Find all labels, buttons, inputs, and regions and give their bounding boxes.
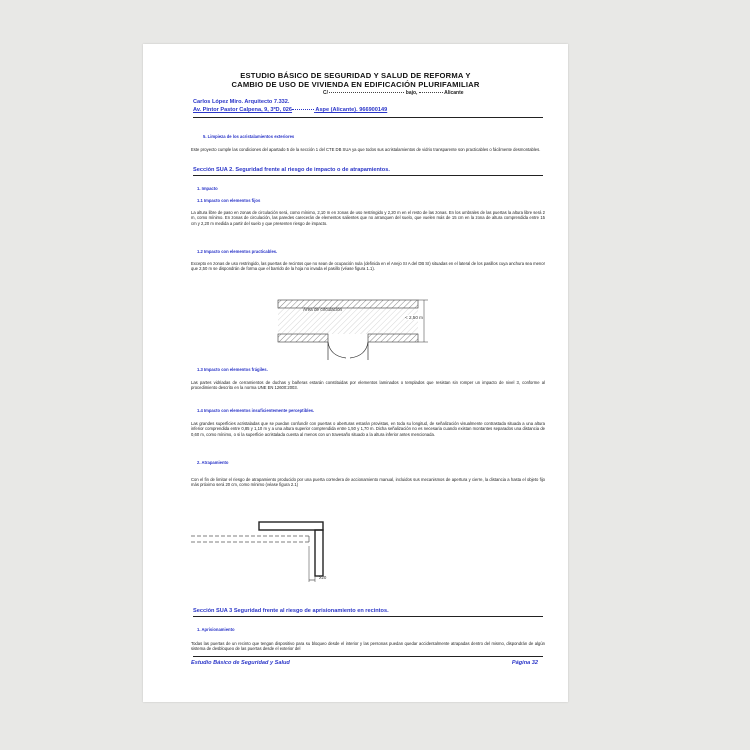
wall-bottom-left <box>278 334 328 342</box>
paragraph-elementos-fijos: La altura libre de paso en zonas de circulación será, como mínimo, 2,10 m en zonas de uso restringido y 2,20 m en el resto de las zonas. En los umbrales de las puertas la altura libre será 2 m, como mínimo. En zonas de circulación, las paredes carecerán de elementos salientes que no arranquen del suelo, que vuelen más de 15 cm en la zona de altura comprendida entre 15 cm y 2,20 m medida a partir del suelo y que presenten riesgo de impacto. <box>191 210 545 226</box>
figure-1-1-label: Área de circulación <box>303 307 343 312</box>
author-name: Carlos López Miro. Arquitecto 7.332. <box>193 99 290 105</box>
heading-fragiles: 1.3 Impacto con elementos frágiles. <box>197 367 268 372</box>
section-sua3-title: Sección SUA 3 Seguridad frente al riesgo de aprisionamiento en recintos. <box>193 608 389 614</box>
title-line-1: ESTUDIO BÁSICO DE SEGURIDAD Y SALUD DE REFORMA Y <box>240 71 471 80</box>
section-sua3-rule <box>193 616 543 617</box>
fixed-wall-side <box>315 530 323 576</box>
heading-limpieza: 5. Limpieza de los acristalamientos exteriores <box>203 134 295 139</box>
address-blank <box>329 92 404 93</box>
author-address-blank <box>292 109 314 110</box>
door-swing-left <box>328 342 346 358</box>
author-address <box>193 107 387 114</box>
author-address-end: Aspe (Alicante). 966900149 <box>315 107 388 113</box>
wall-top <box>278 300 418 308</box>
heading-aprisionamiento: 1. Aprisionamiento <box>197 627 235 632</box>
author-address-start: Av. Pintor Pastor Calpena, 9, 3ºD, 026 <box>193 107 293 113</box>
address-line <box>323 90 464 96</box>
paragraph-practicables: Excepto en zonas de uso restringido, las puertas de recintos que no sean de ocupación nula (definida en el Anejo SI A del DB SI) situadas en el lateral de los pasillos cuya anchura sea menor que 2,50 m se dispondrán de forma que el barrido de la hoja no invada el pasillo (véase figura 1.1). <box>191 261 545 272</box>
section-sua2-title: Sección SUA 2. Seguridad frente al riesgo de impacto o de atrapamientos. <box>193 167 390 173</box>
door-swing-right <box>350 342 368 358</box>
title-line-2: CAMBIO DE USO DE VIVIENDA EN EDIFICACIÓN PLURIFAMILIAR <box>231 80 480 89</box>
fixed-wall-top <box>259 522 323 530</box>
figure-1-1-dimension: < 2,50 m <box>405 315 424 320</box>
page-number: Página 32 <box>511 660 538 666</box>
paragraph-insuficientemente-perceptibles: Las grandes superficies acristaladas que se puedan confundir con puertas o aberturas estarán provistas, en toda su longitud, de señalización visualmente contrastada situada a una altura inferior comprendida entre 0,85 y 1,10 m y a una altura superior comprendida entre 1,50 y 1,70 m. Dicha señalización no es necesaria cuando existan montantes separados una distancia de 0,60 m, como mínimo, o si la superficie acristalada cuenta al menos con un travesaño situado a la altura inferior antes mencionada. <box>191 421 545 437</box>
figure-2-1-sliding-door <box>191 518 401 588</box>
paragraph-fragiles: Las partes vidriadas de cerramientos de duchas y bañeras estarán constituidas por elementos laminados o templados que resistan sin romper un impacto de nivel 3, conforme al procedimiento descrito en la norma UNE EN 12600:2003. <box>191 380 545 391</box>
address-floor: bajo, <box>405 90 418 96</box>
address-prefix: C/ <box>323 90 328 96</box>
address-city: Alicante <box>444 90 464 96</box>
heading-impacto: 1. Impacto <box>197 186 218 191</box>
heading-insuficientemente-perceptibles: 1.4 Impacto con elementos insuficientemente perceptibles. <box>197 408 315 413</box>
heading-atrapamiento: 2. Atrapamiento <box>197 460 229 465</box>
footer-title: Estudio Básico de Seguridad y Salud <box>191 660 290 666</box>
figure-1-1-corridor <box>268 296 438 366</box>
address-blank-2 <box>419 92 443 93</box>
paragraph-atrapamiento: Con el fin de limitar el riesgo de atrapamiento producido por una puerta corredera de accionamiento manual, incluidos sus mecanismos de apertura y cierre, la distancia a hasta el objeto fijo más próximo será 20 cm, como mínimo (véase figura 2.1) <box>191 477 545 488</box>
heading-elementos-fijos: 1.1 Impacto con elementos fijos <box>197 198 261 203</box>
circulation-area <box>278 308 418 334</box>
section-sua2-rule <box>193 175 543 176</box>
heading-practicables: 1.2 Impacto con elementos practicables. <box>197 249 278 254</box>
wall-bottom-right <box>368 334 418 342</box>
paragraph-limpieza: Este proyecto cumple las condiciones del apartado 5 de la sección 1 del CTE DB SUA ya que todos sus acristalamientos de vidrio transparente son practicables o fácilmente desmontables. <box>191 147 541 152</box>
figure-2-1-dimension: ≥20 <box>319 575 327 580</box>
header-rule <box>193 117 543 118</box>
document-page <box>143 44 568 702</box>
paragraph-aprisionamiento: Todas las puertas de un recinto que tengan dispositivo para su bloqueo desde el interior y las personas puedan quedar accidentalmente atrapadas dentro del mismo, dispondrán de algún sistema de desbloqueo de las puertas desde el exterior del <box>191 641 545 652</box>
footer-rule <box>193 656 543 657</box>
